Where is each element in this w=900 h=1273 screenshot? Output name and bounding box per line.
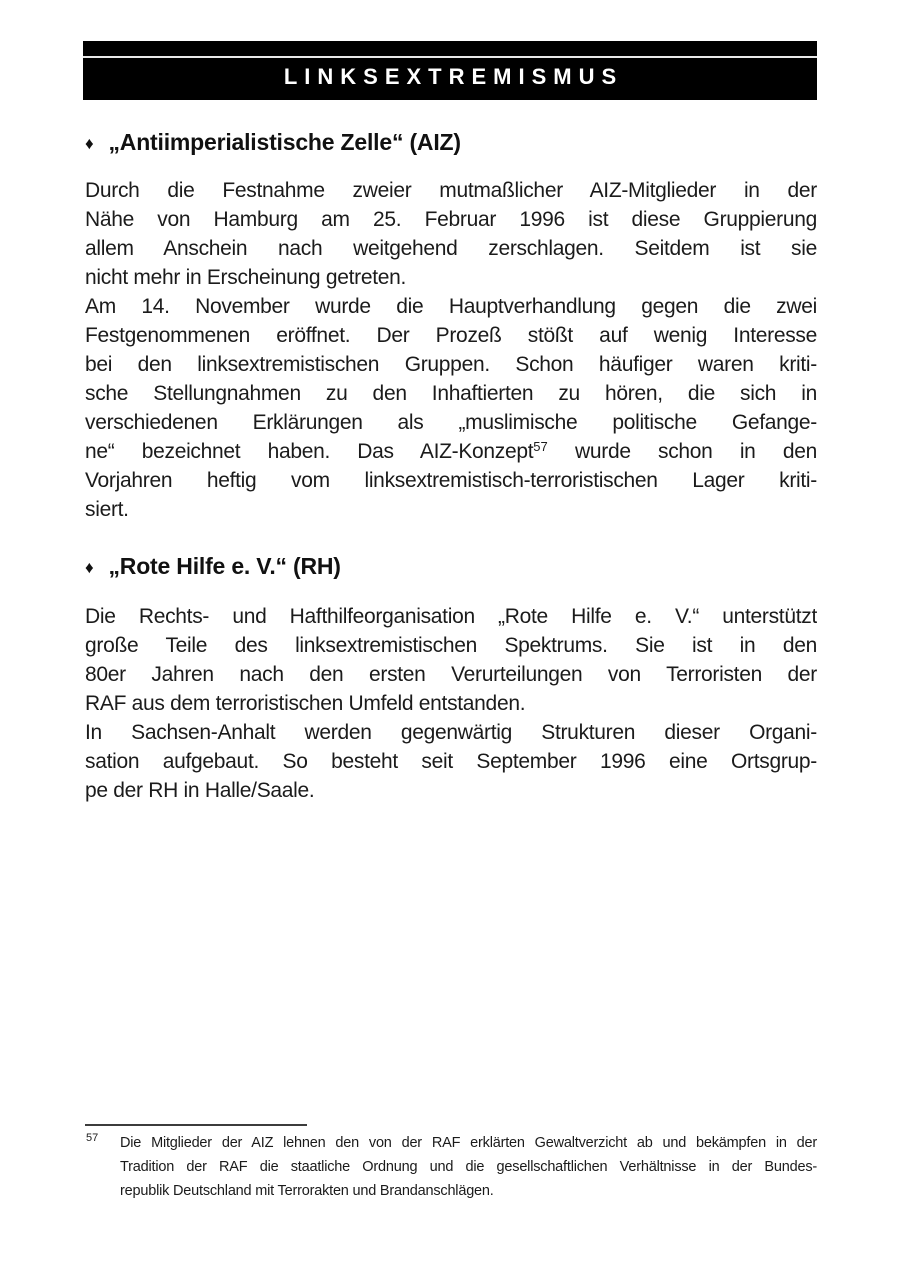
text-line: verschiedenen Erklärungen als „muslimische politische Gefange- bbox=[85, 411, 817, 434]
footnote-line: Tradition der RAF die staatliche Ordnung und die gesellschaftlichen Verhältnisse in der Bundes- bbox=[120, 1159, 817, 1175]
text-line: Vorjahren heftig vom linksextremistisch-terroristischen Lager kriti- bbox=[85, 469, 817, 492]
section-heading-aiz-text: „Antiimperialistische Zelle“ (AIZ) bbox=[108, 129, 461, 155]
text-line: sche Stellungnahmen zu den Inhaftierten zu hören, die sich in bbox=[85, 382, 817, 405]
footnote-line: republik Deutschland mit Terrorakten und Brandanschlägen. bbox=[120, 1183, 494, 1199]
chapter-title: LINKSEXTREMISMUS bbox=[283, 64, 624, 89]
text-line: Festgenommenen eröffnet. Der Prozeß stößt auf wenig Interesse bbox=[85, 324, 817, 347]
footnote-reference: 57 bbox=[533, 439, 548, 454]
text-line-with-footnote-ref bbox=[85, 437, 817, 466]
text-line: sation aufgebaut. So besteht seit September 1996 eine Ortsgrup- bbox=[85, 750, 817, 773]
text-line: In Sachsen-Anhalt werden gegenwärtig Strukturen dieser Organi- bbox=[85, 721, 817, 744]
section-heading-aiz bbox=[85, 128, 817, 158]
text-line: RAF aus dem terroristischen Umfeld entstanden. bbox=[85, 692, 526, 715]
text-line: Nähe von Hamburg am 25. Februar 1996 ist diese Gruppierung bbox=[85, 208, 817, 231]
text-line: Am 14. November wurde die Hauptverhandlung gegen die zwei bbox=[85, 295, 817, 318]
paragraph-aiz-2 bbox=[85, 292, 817, 524]
text-line: nicht mehr in Erscheinung getreten. bbox=[85, 266, 407, 289]
chapter-banner bbox=[83, 41, 817, 100]
text-line: 80er Jahren nach den ersten Verurteilungen von Terroristen der bbox=[85, 663, 817, 686]
footnote-line: Die Mitglieder der AIZ lehnen den von der RAF erklärten Gewaltverzicht ab und bekämpfen in der bbox=[120, 1135, 817, 1151]
paragraph-rh-2 bbox=[85, 718, 817, 805]
diamond-bullet-icon: ♦ bbox=[85, 558, 94, 577]
section-heading-rh bbox=[85, 552, 817, 582]
banner-divider-line bbox=[83, 56, 817, 58]
text-line: Die Rechts- und Hafthilfeorganisation „Rote Hilfe e. V.“ unterstützt bbox=[85, 605, 817, 628]
footnote bbox=[85, 1131, 817, 1203]
section-heading-rh-text: „Rote Hilfe e. V.“ (RH) bbox=[108, 553, 341, 579]
text-line: allem Anschein nach weitgehend zerschlagen. Seitdem ist sie bbox=[85, 237, 817, 260]
text-segment: wurde schon in den bbox=[547, 440, 817, 463]
text-line: Durch die Festnahme zweier mutmaßlicher AIZ-Mitglieder in der bbox=[85, 179, 817, 202]
footnote-rule bbox=[85, 1124, 307, 1126]
text-line: große Teile des linksextremistischen Spektrums. Sie ist in den bbox=[85, 634, 817, 657]
paragraph-aiz-1 bbox=[85, 176, 817, 292]
text-line: siert. bbox=[85, 498, 129, 521]
diamond-bullet-icon: ♦ bbox=[85, 134, 94, 153]
text-line: pe der RH in Halle/Saale. bbox=[85, 779, 315, 802]
paragraph-rh-1 bbox=[85, 602, 817, 718]
text-line: bei den linksextremistischen Gruppen. Schon häufiger waren kriti- bbox=[85, 353, 817, 376]
footnote-marker: 57 bbox=[86, 1132, 99, 1144]
body-column bbox=[85, 128, 817, 805]
text-segment: ne“ bezeichnet haben. Das AIZ-Konzept bbox=[85, 440, 534, 463]
